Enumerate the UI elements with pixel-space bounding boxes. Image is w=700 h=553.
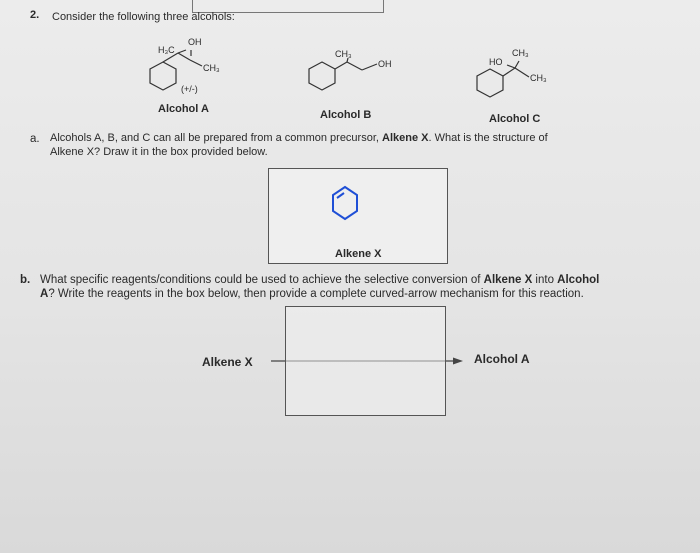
part-b-text-pre: What specific reagents/conditions could be used to achieve the selective conversion of — [40, 274, 484, 286]
part-b-bold-alkene: Alkene X — [483, 274, 533, 286]
part-b-bold-alcohol: Alcohol — [557, 274, 600, 286]
alcohol-c-ho-label: HO — [489, 57, 503, 67]
alcohol-c-ch3-top-label: CH₃ — [512, 48, 529, 58]
alkene-x-box-label: Alkene X — [335, 248, 382, 260]
part-b-text-mid: into — [532, 274, 558, 286]
part-a-letter: a. — [30, 133, 40, 145]
part-b-question — [40, 273, 599, 301]
alcohol-a-stereo: (+/-) — [181, 84, 198, 94]
alcohol-b-ch3-label: CH₃ — [335, 49, 352, 59]
part-a-text-pre: Alcohols A, B, and C can all be prepared from a common precursor, — [50, 132, 382, 144]
question-prompt: Consider the following three alcohols: — [52, 11, 235, 23]
alcohol-b-name: Alcohol B — [320, 109, 372, 121]
reagents-answer-box[interactable] — [285, 306, 446, 416]
part-a-text-line2: Alkene X? Draw it in the box provided below. — [50, 146, 268, 158]
reactant-label: Alkene X — [202, 355, 253, 369]
question-number: 2. — [30, 9, 40, 21]
alcohol-c-name: Alcohol C — [489, 113, 541, 125]
alcohol-b-oh-label: OH — [378, 59, 392, 69]
alcohol-a-h3c-label: H₃C — [158, 45, 175, 55]
part-a-bold-alkene: Alkene X — [382, 132, 429, 144]
alcohol-a-name: Alcohol A — [158, 103, 209, 115]
alcohol-a-ch3-label: CH₃ — [203, 63, 220, 73]
alcohol-a-oh-label: OH — [188, 37, 202, 47]
part-a-question — [50, 131, 548, 159]
product-label: Alcohol A — [474, 352, 530, 366]
part-b-bold-a: A — [40, 288, 49, 300]
part-b-text-line2: ? Write the reagents in the box below, then provide a complete curved-arrow mechanism for this reaction. — [48, 288, 584, 300]
part-a-text-post: . What is the structure of — [428, 132, 548, 144]
alcohol-c-ch3-right-label: CH₃ — [530, 73, 547, 83]
part-b-letter: b. — [20, 274, 31, 286]
